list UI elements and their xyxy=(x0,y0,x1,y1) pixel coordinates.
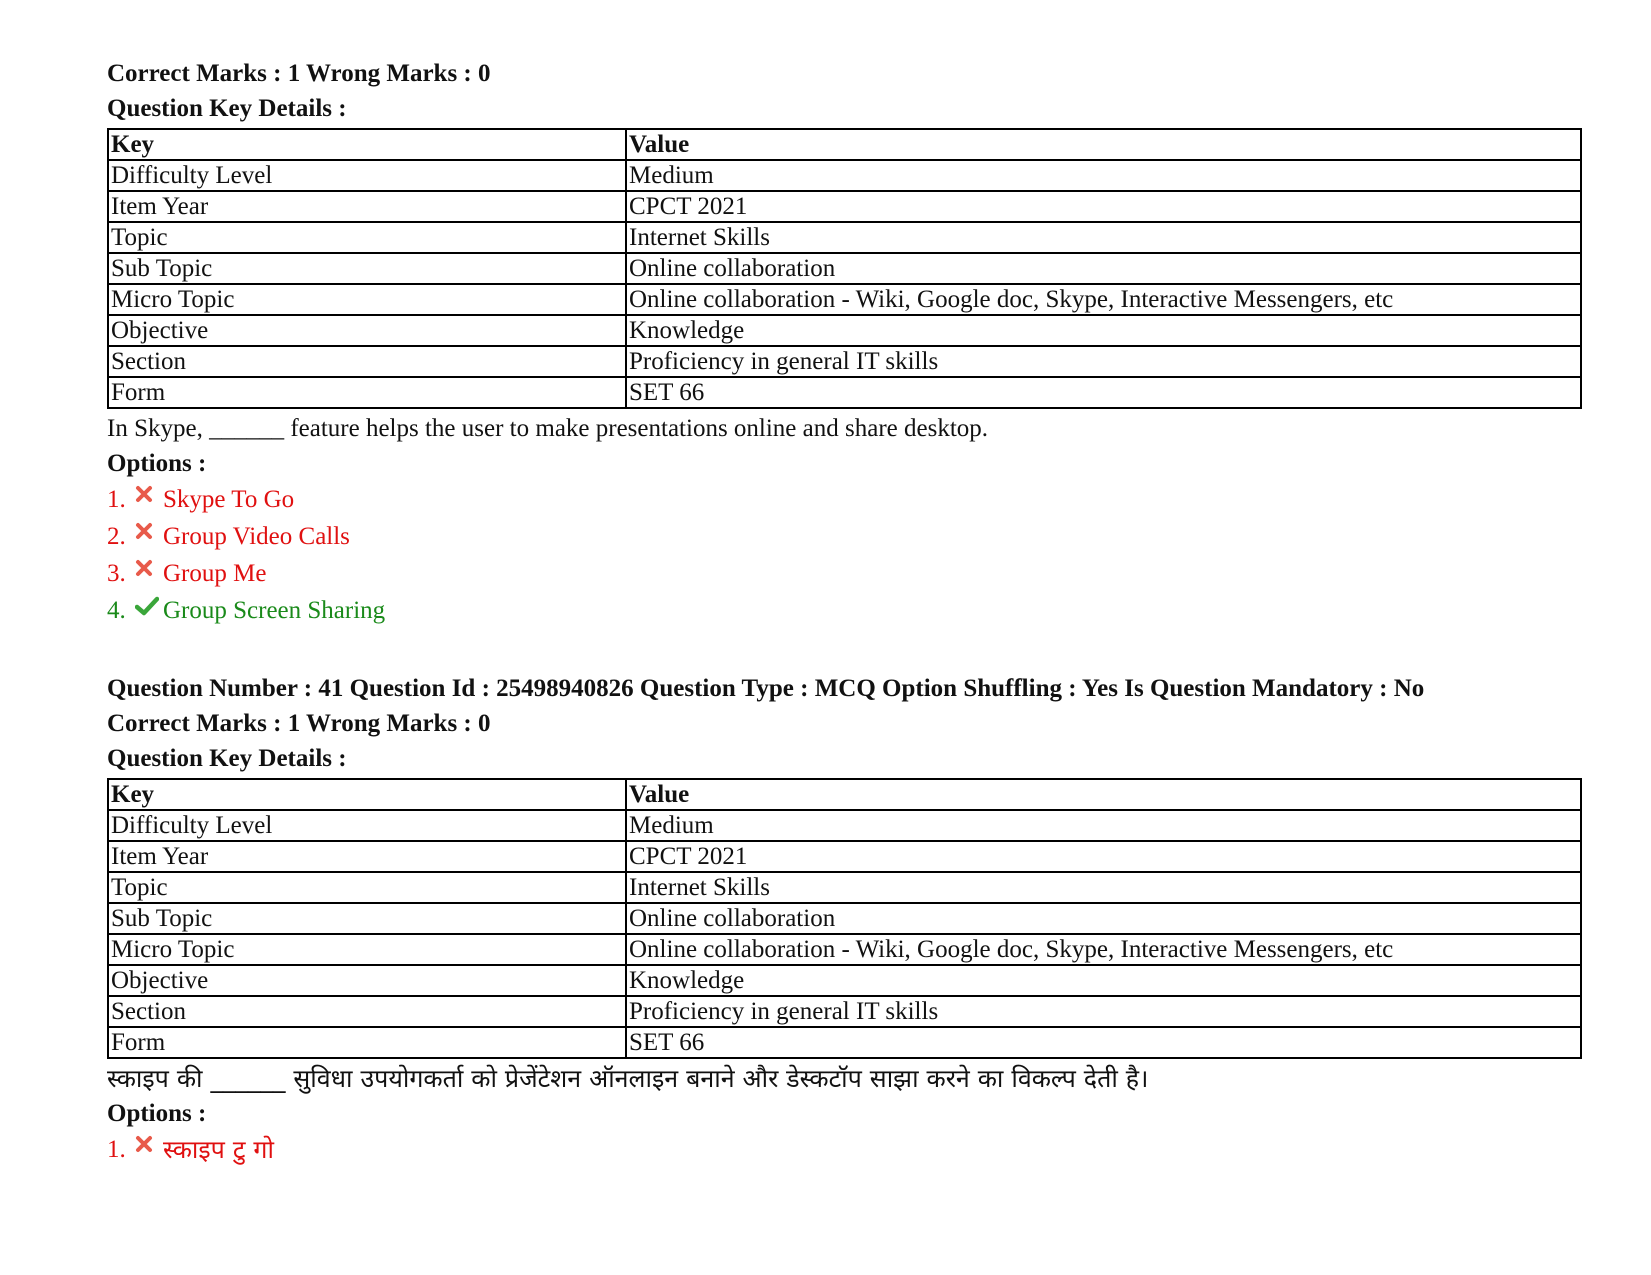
table-row xyxy=(108,934,1581,965)
table-header-row xyxy=(108,779,1581,810)
header-key: Key xyxy=(108,129,626,160)
value-cell: Online collaboration xyxy=(626,903,1581,934)
table-row xyxy=(108,1027,1581,1058)
value-cell: Online collaboration - Wiki, Google doc, Skype, Interactive Messengers, etc xyxy=(626,934,1581,965)
option-text: स्काइप टु गो xyxy=(163,1135,274,1164)
value-cell: Online collaboration xyxy=(626,253,1581,284)
table-row xyxy=(108,284,1581,315)
check-icon xyxy=(135,596,163,626)
option-item xyxy=(107,518,1582,555)
key-cell: Topic xyxy=(108,872,626,903)
cross-icon xyxy=(135,1135,163,1165)
option-number: 1. xyxy=(107,1136,126,1163)
value-cell: Internet Skills xyxy=(626,222,1581,253)
value-cell: CPCT 2021 xyxy=(626,191,1581,222)
value-cell: Knowledge xyxy=(626,965,1581,996)
table-row xyxy=(108,377,1581,408)
option-number: 1. xyxy=(107,486,126,513)
table-row xyxy=(108,315,1581,346)
value-cell: Knowledge xyxy=(626,315,1581,346)
value-cell: Medium xyxy=(626,810,1581,841)
value-cell: Medium xyxy=(626,160,1581,191)
table-row xyxy=(108,903,1581,934)
key-cell: Difficulty Level xyxy=(108,160,626,191)
marks-line: Correct Marks : 1 Wrong Marks : 0 xyxy=(107,710,491,737)
header-value: Value xyxy=(626,779,1581,810)
value-cell: CPCT 2021 xyxy=(626,841,1581,872)
option-text: Group Me xyxy=(163,560,267,587)
option-text: Group Video Calls xyxy=(163,523,350,550)
header-key: Key xyxy=(108,779,626,810)
table-row xyxy=(108,841,1581,872)
option-item xyxy=(107,555,1582,592)
option-text: Group Screen Sharing xyxy=(163,597,386,624)
key-cell: Objective xyxy=(108,965,626,996)
key-cell: Item Year xyxy=(108,841,626,872)
cross-icon xyxy=(135,559,163,589)
option-item xyxy=(107,592,1582,629)
value-cell: Proficiency in general IT skills xyxy=(626,996,1581,1027)
table-row xyxy=(108,346,1581,377)
option-number: 2. xyxy=(107,523,126,550)
value-cell: Proficiency in general IT skills xyxy=(626,346,1581,377)
value-cell: Internet Skills xyxy=(626,872,1581,903)
key-details-table xyxy=(107,128,1582,409)
table-header-row xyxy=(108,129,1581,160)
value-cell: SET 66 xyxy=(626,1027,1581,1058)
key-cell: Micro Topic xyxy=(108,934,626,965)
key-cell: Form xyxy=(108,377,626,408)
table-row xyxy=(108,996,1581,1027)
question-header: Question Number : 41 Question Id : 25498940826 Question Type : MCQ Option Shuffling : Yes Is Question Mandatory : No xyxy=(107,675,1425,702)
key-cell: Difficulty Level xyxy=(108,810,626,841)
option-number: 4. xyxy=(107,597,126,624)
key-cell: Sub Topic xyxy=(108,903,626,934)
key-details-label: Question Key Details : xyxy=(107,745,347,772)
option-number: 3. xyxy=(107,560,126,587)
key-cell: Section xyxy=(108,346,626,377)
key-details-table xyxy=(107,778,1582,1059)
document-page xyxy=(107,56,1582,1168)
key-cell: Topic xyxy=(108,222,626,253)
cross-icon xyxy=(135,485,163,515)
table-row xyxy=(108,253,1581,284)
cross-icon xyxy=(135,522,163,552)
key-cell: Objective xyxy=(108,315,626,346)
table-row xyxy=(108,191,1581,222)
marks-line: Correct Marks : 1 Wrong Marks : 0 xyxy=(107,60,491,87)
value-cell: SET 66 xyxy=(626,377,1581,408)
value-cell: Online collaboration - Wiki, Google doc, Skype, Interactive Messengers, etc xyxy=(626,284,1581,315)
key-details-label: Question Key Details : xyxy=(107,95,347,122)
option-item xyxy=(107,481,1582,518)
option-text: Skype To Go xyxy=(163,486,295,513)
key-cell: Form xyxy=(108,1027,626,1058)
question-text-hindi: स्काइप की ______ सुविधा उपयोगकर्ता को प्रेजेंटेशन ऑनलाइन बनाने और डेस्कटॉप साझा करने का विकल्प देती है। xyxy=(107,1064,1149,1093)
key-cell: Sub Topic xyxy=(108,253,626,284)
key-cell: Item Year xyxy=(108,191,626,222)
options-label: Options : xyxy=(107,1100,207,1127)
option-item xyxy=(107,1131,1582,1168)
key-cell: Section xyxy=(108,996,626,1027)
table-row xyxy=(108,222,1581,253)
table-row xyxy=(108,810,1581,841)
key-cell: Micro Topic xyxy=(108,284,626,315)
table-row xyxy=(108,965,1581,996)
header-value: Value xyxy=(626,129,1581,160)
table-row xyxy=(108,872,1581,903)
table-row xyxy=(108,160,1581,191)
question-text: In Skype, ______ feature helps the user to make presentations online and share desktop. xyxy=(107,415,989,442)
options-label: Options : xyxy=(107,450,207,477)
